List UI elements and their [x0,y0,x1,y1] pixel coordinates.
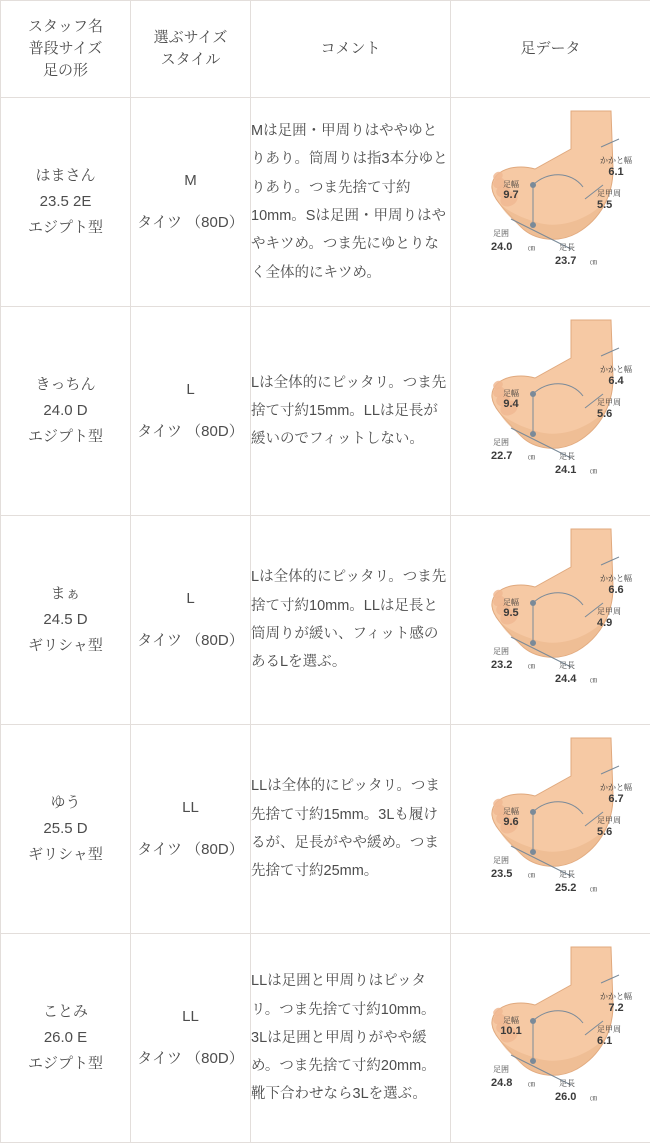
label-girth: 足囲 [493,1065,509,1074]
value-heel-width: 6.4 [608,375,624,387]
comment-cell: LLは全体的にピッタリ。つま先捨て寸約15mm。3Lも履けるが、足長がやや緩め。つま先捨て寸約25mm。 [251,725,451,934]
foot-diagram [451,99,650,305]
value-length: 24.4 [555,673,577,685]
label-girth: 足囲 [493,438,509,447]
staff-usual-size: 26.0 E [43,1028,88,1046]
column-header-staff [1,1,131,98]
label-girth: 足囲 [493,647,509,656]
value-heel-width: 6.1 [608,166,624,178]
value-instep: 5.6 [597,408,613,420]
choice-size: M [184,171,197,189]
value-length: 26.0 [555,1091,577,1103]
choice-style: タイツ [137,632,182,649]
label-heel-width: かかと幅 [600,156,632,165]
comment-cell: Lは全体的にピッタリ。つま先捨て寸約15mm。LLは足長が緩いのでフィットしない。 [251,307,451,516]
label-length: 足長 [559,452,575,461]
label-heel-width: かかと幅 [600,783,632,792]
label-instep: 足甲周 [597,189,621,198]
unit-length: ㎝ [590,1095,597,1102]
unit-girth: ㎝ [528,663,535,670]
value-girth: 23.2 [491,659,513,671]
staff-name: ことみ [42,1002,88,1020]
label-length: 足長 [559,661,575,670]
choice-cell [131,516,251,725]
choice-size: L [186,380,195,398]
staff-foot-shape: ギリシャ型 [28,846,103,864]
label-length: 足長 [559,243,575,252]
staff-foot-shape: エジプト型 [27,219,103,237]
foot-illustration [451,935,650,1141]
header-line: 足データ [520,40,581,58]
label-width: 足幅 [503,1016,519,1025]
staff-foot-shape: エジプト型 [27,1055,103,1073]
foot-diagram [451,935,650,1141]
value-girth: 24.8 [491,1077,513,1089]
table-row [1,516,650,725]
staff-name: まぁ [50,584,81,602]
choice-size: LL [182,1007,199,1025]
staff-name: はまさん [35,166,96,184]
unit-girth: ㎝ [528,1081,535,1088]
foot-illustration [451,99,650,305]
unit-girth: ㎝ [528,245,535,252]
choice-size: LL [182,798,199,816]
value-girth: 22.7 [491,450,513,462]
staff-usual-size: 25.5 D [43,819,88,837]
table-body [1,98,650,1143]
value-width: 10.1 [500,1025,522,1037]
foot-illustration [451,726,650,932]
unit-length: ㎝ [590,468,597,475]
choice-style-detail: （80D） [186,632,244,649]
label-length: 足長 [559,870,575,879]
unit-length: ㎝ [590,259,597,266]
value-width: 9.4 [503,398,519,410]
choice-style: タイツ [137,423,182,440]
staff-foot-shape: ギリシャ型 [28,637,103,655]
value-instep: 5.5 [597,199,613,211]
staff-cell [1,725,131,934]
value-girth: 24.0 [491,241,513,253]
staff-usual-size: 24.5 D [43,610,88,628]
label-width: 足幅 [503,389,519,398]
label-length: 足長 [559,1079,575,1088]
choice-style-detail: （80D） [186,1050,244,1067]
staff-name: きっちん [35,375,96,393]
value-girth: 23.5 [491,868,513,880]
choice-cell [131,307,251,516]
header-line: 普段サイズ [28,40,103,58]
value-heel-width: 6.6 [608,584,624,596]
choice-style: タイツ [137,841,182,858]
choice-size: L [186,589,195,607]
foot-diagram [451,517,650,723]
staff-name: ゆう [50,793,81,811]
value-width: 9.5 [503,607,519,619]
label-width: 足幅 [503,807,519,816]
table-row [1,725,650,934]
value-width: 9.7 [503,189,519,201]
foot-illustration [451,308,650,514]
value-length: 23.7 [555,255,577,267]
staff-cell [1,307,131,516]
unit-length: ㎝ [590,886,597,893]
label-girth: 足囲 [493,856,509,865]
choice-cell [131,934,251,1143]
foot-data-cell [451,307,650,516]
unit-girth: ㎝ [528,454,535,461]
foot-data-cell [451,934,650,1143]
column-header-footdata [451,1,650,98]
table-row [1,307,650,516]
choice-cell [131,98,251,307]
table-row [1,934,650,1143]
choice-style-detail: （80D） [186,841,244,858]
comment-cell: LLは足囲と甲周りはピッタリ。つま先捨て寸約10mm。3Lは足囲と甲周りがやや緩め。つま先捨て寸約20mm。靴下合わせなら3Lを選ぶ。 [251,934,451,1143]
unit-girth: ㎝ [528,872,535,879]
value-width: 9.6 [503,816,519,828]
header-line: スタッフ名 [27,18,103,36]
label-instep: 足甲周 [597,816,621,825]
label-width: 足幅 [503,598,519,607]
header-line: コメント [320,40,381,58]
staff-usual-size: 23.5 2E [39,192,92,210]
choice-style: タイツ [137,1050,182,1067]
value-instep: 5.6 [597,826,613,838]
foot-illustration [451,517,650,723]
foot-data-cell [451,725,650,934]
comment-cell: Lは全体的にピッタリ。つま先捨て寸約10mm。LLは足長と筒周りが緩い、フィット感のあるLを選ぶ。 [251,516,451,725]
value-heel-width: 7.2 [608,1002,624,1014]
table-header-row [1,1,650,98]
label-heel-width: かかと幅 [600,365,632,374]
comment-cell: Mは足囲・甲周りはややゆとりあり。筒周りは指3本分ゆとりあり。つま先捨て寸約10mm。Sは足囲・甲周りはややキツめ。つま先にゆとりなく全体的にキツめ。 [251,98,451,307]
foot-data-cell [451,516,650,725]
staff-cell [1,516,131,725]
label-instep: 足甲周 [597,607,621,616]
value-heel-width: 6.7 [608,793,624,805]
label-heel-width: かかと幅 [600,992,632,1001]
staff-foot-shape: エジプト型 [27,428,103,446]
column-header-comment [251,1,451,98]
choice-style-detail: （80D） [186,423,244,440]
label-width: 足幅 [503,180,519,189]
staff-usual-size: 24.0 D [43,401,88,419]
foot-data-cell [451,98,650,307]
choice-style: タイツ [137,214,182,231]
choice-style-detail: （80D） [186,214,244,231]
value-length: 24.1 [555,464,577,476]
foot-diagram [451,726,650,932]
header-line: 選ぶサイズ [153,29,228,47]
table-head [1,1,650,98]
header-line: スタイル [160,51,221,68]
staff-cell [1,98,131,307]
value-instep: 6.1 [597,1035,613,1047]
table-row [1,98,650,307]
value-length: 25.2 [555,882,577,894]
label-instep: 足甲周 [597,398,621,407]
label-instep: 足甲周 [597,1025,621,1034]
column-header-choice [131,1,251,98]
header-line: 足の形 [42,61,88,79]
label-girth: 足囲 [493,229,509,238]
choice-cell [131,725,251,934]
staff-cell [1,934,131,1143]
unit-length: ㎝ [590,677,597,684]
label-heel-width: かかと幅 [600,574,632,583]
foot-diagram [451,308,650,514]
value-instep: 4.9 [597,617,613,629]
